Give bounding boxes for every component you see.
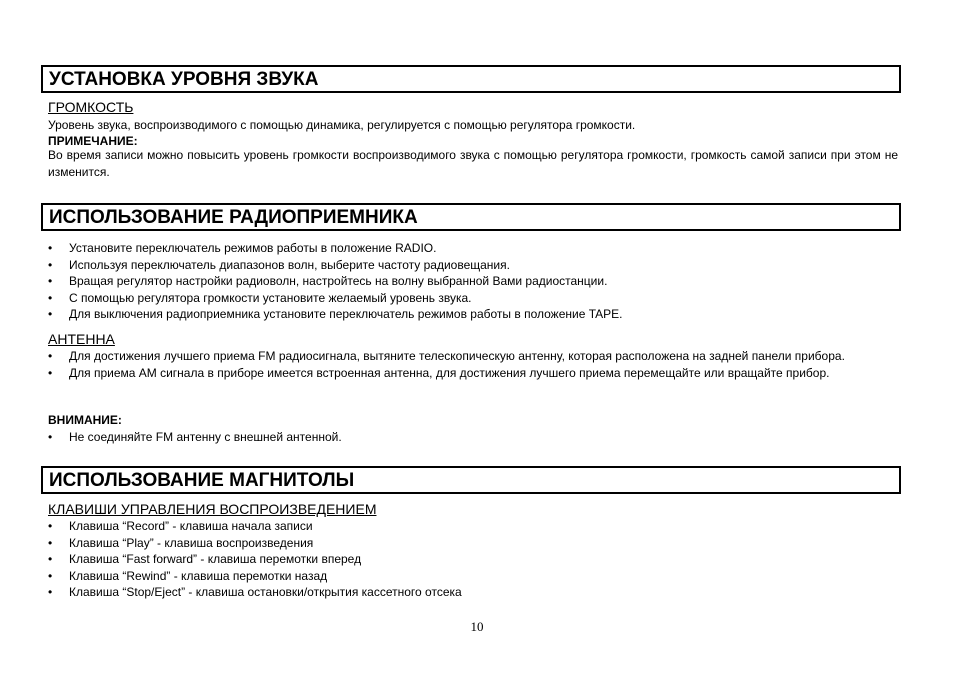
bullet-icon: • xyxy=(48,430,53,444)
section-title-volume: УСТАНОВКА УРОВНЯ ЗВУКА xyxy=(41,65,901,93)
list-item: • Для выключения радиоприемника установите переключатель режимов работы в положение TAPE. xyxy=(48,307,623,321)
list-item: • Клавиша “Fast forward” - клавиша перемотки вперед xyxy=(48,552,362,566)
page-number: 10 xyxy=(470,619,484,634)
list-item: • Клавиша “Record” - клавиша начала записи xyxy=(48,519,313,533)
bullet-icon: • xyxy=(48,568,53,583)
list-item: • Используя переключатель диапазонов волн, выберите частоту радиовещания. xyxy=(48,257,510,272)
bullet-icon: • xyxy=(48,290,53,305)
subheading-volume: ГРОМКОСТЬ xyxy=(48,99,134,115)
bullet-icon: • xyxy=(48,307,53,321)
bullet-icon: • xyxy=(48,585,53,599)
list-item: • Для приема AM сигнала в приборе имеется встроенная антенна, для достижения лучшего приема перемещайте или вращайте прибор. xyxy=(48,365,830,380)
list-item: • Клавиша “Stop/Eject” - клавиша остановки/открытия кассетного отсека xyxy=(48,585,462,599)
section-title-radio: ИСПОЛЬЗОВАНИЕ РАДИОПРИЕМНИКА xyxy=(41,203,901,231)
antenna-list xyxy=(48,348,898,381)
list-item: • Не соединяйте FM антенну с внешней антенной. xyxy=(48,430,342,444)
bullet-icon: • xyxy=(48,552,53,566)
warning-label: ВНИМАНИЕ: xyxy=(48,413,122,427)
bullet-icon: • xyxy=(48,519,53,533)
list-item: • Для достижения лучшего приема FM радиосигнала, вытяните телескопическую антенну, которая расположена на задней панели прибора. xyxy=(48,349,845,363)
subheading-playback-controls: КЛАВИШИ УПРАВЛЕНИЯ ВОСПРОИЗВЕДЕНИЕМ xyxy=(48,501,377,517)
list-item: • Клавиша “Play” - клавиша воспроизведения xyxy=(48,535,314,550)
playback-keys-list xyxy=(48,518,898,601)
list-item: • Вращая регулятор настройки радиоволн, настройтесь на волну выбранной Вами радиостанции. xyxy=(48,274,608,288)
bullet-icon: • xyxy=(48,274,53,288)
bullet-icon: • xyxy=(48,241,53,255)
note-label: ПРИМЕЧАНИЕ: xyxy=(48,134,138,148)
list-item: • С помощью регулятора громкости установите желаемый уровень звука. xyxy=(48,290,472,305)
warning-list xyxy=(48,429,898,446)
bullet-icon: • xyxy=(48,349,53,363)
radio-steps-list xyxy=(48,240,898,323)
list-item: • Клавиша “Rewind” - клавиша перемотки назад xyxy=(48,568,328,583)
section-title-tape: ИСПОЛЬЗОВАНИЕ МАГНИТОЛЫ xyxy=(41,466,901,494)
bullet-icon: • xyxy=(48,257,53,272)
bullet-icon: • xyxy=(48,365,53,380)
subheading-antenna: АНТЕННА xyxy=(48,331,115,347)
bullet-icon: • xyxy=(48,535,53,550)
note-text: Во время записи можно повысить уровень громкости воспроизводимого звука с помощью регулятора громкости, громкость самой записи при этом не изменится. xyxy=(48,148,898,179)
volume-text: Уровень звука, воспроизводимого с помощью динамика, регулируется с помощью регулятора громкости. xyxy=(48,118,636,132)
list-item: • Установите переключатель режимов работы в положение RADIO. xyxy=(48,241,437,255)
